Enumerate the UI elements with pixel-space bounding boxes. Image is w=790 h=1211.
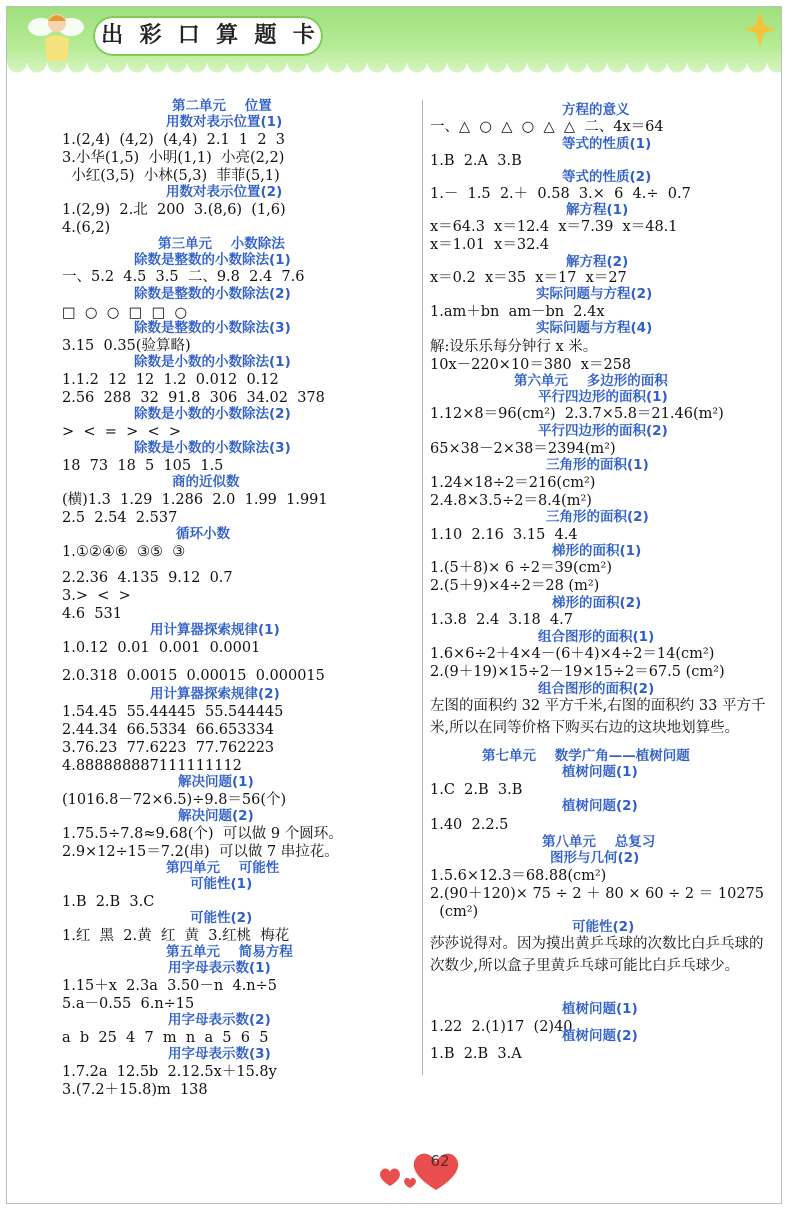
section-heading: 第六单元 多边形的面积: [514, 373, 668, 389]
answer-line: 1.①②④⑥ ③⑤ ③: [62, 544, 186, 560]
section-heading: 三角形的面积(1): [546, 457, 649, 473]
answer-line: > < = > < >: [62, 424, 181, 440]
answer-line: 2.44.34 66.5334 66.653334: [62, 722, 275, 738]
answer-line: 解:设乐乐每分钟行 x 米。: [430, 339, 598, 355]
section-heading: 第五单元 简易方程: [166, 944, 293, 960]
section-heading: 用计算器探索规律(1): [150, 622, 280, 638]
answer-line: 18 73 18 5 105 1.5: [62, 458, 224, 474]
answer-line: 1.15＋x 2.3a 3.50－n 4.n÷5: [62, 978, 277, 994]
answer-line: 1.10 2.16 3.15 4.4: [430, 527, 578, 543]
section-heading: 等式的性质(1): [562, 136, 652, 152]
answer-line: 1.3.8 2.4 3.18 4.7: [430, 612, 573, 628]
answer-line: 1.B 2.B 3.C: [62, 894, 155, 910]
section-heading: 植树问题(2): [562, 1028, 638, 1044]
page-number: 62: [430, 1152, 450, 1170]
section-heading: 除数是小数的小数除法(2): [134, 406, 291, 422]
section-heading: 解方程(2): [566, 254, 629, 270]
answer-line: 1.B 2.A 3.B: [430, 153, 522, 169]
answer-line: 4.888888887111111112: [62, 758, 242, 774]
section-heading: 用计算器探索规律(2): [150, 686, 280, 702]
answer-line: 3.15 0.35(验算略): [62, 338, 191, 354]
answer-line: 1.12×8＝96(cm²) 2.3.7×5.8＝21.46(m²): [430, 406, 724, 422]
section-heading: 除数是整数的小数除法(2): [134, 286, 291, 302]
answer-line: 4.(6,2): [62, 220, 111, 236]
answer-line: a b 25 4 7 m n a 5 6 5: [62, 1030, 269, 1046]
answer-line: 2.0.318 0.0015 0.00015 0.000015: [62, 668, 325, 684]
answer-line: 1.5.6×12.3＝68.88(cm²): [430, 868, 607, 884]
answer-line: 4.6 531: [62, 606, 122, 622]
section-heading: 第八单元 总复习: [542, 834, 656, 850]
header-banner: [7, 7, 781, 79]
answer-line: x＝64.3 x＝12.4 x＝7.39 x＝48.1: [430, 219, 678, 235]
answer-line: 1.40 2.2.5: [430, 817, 509, 833]
answer-line: 1.54.45 55.44445 55.544445: [62, 704, 284, 720]
section-heading: 植树问题(1): [562, 764, 638, 780]
section-heading: 实际问题与方程(4): [536, 320, 653, 336]
section-heading: 用字母表示数(1): [168, 960, 271, 976]
answer-line: 1.－ 1.5 2.＋ 0.58 3.× 6 4.÷ 0.7: [430, 186, 691, 202]
answer-line: □ ○ ○ □ □ ○: [62, 305, 188, 321]
section-heading: 方程的意义: [562, 102, 630, 118]
title-char: 彩: [139, 23, 162, 48]
section-heading: 植树问题(1): [562, 1001, 638, 1017]
answer-line: 65×38－2×38＝2394(m²): [430, 441, 616, 457]
answer-line: x＝1.01 x＝32.4: [430, 237, 550, 253]
section-heading: 平行四边形的面积(2): [538, 423, 668, 439]
section-heading: 除数是小数的小数除法(3): [134, 440, 291, 456]
answer-line: 1.红 黑 2.黄 红 黄 3.红桃 梅花: [62, 928, 290, 944]
answer-line: 1.(5＋8)× 6 ÷2＝39(cm²): [430, 560, 613, 576]
answer-line: 2.56 288 32 91.8 306 34.02 378: [62, 390, 325, 406]
section-heading: 除数是整数的小数除法(3): [134, 320, 291, 336]
answer-line: 3.> < >: [62, 588, 131, 604]
page-title: [93, 16, 323, 56]
answer-line: 1.(2,4) (4,2) (4,4) 2.1 1 2 3: [62, 132, 286, 148]
section-heading: 解决问题(1): [178, 774, 254, 790]
section-heading: 平行四边形的面积(1): [538, 389, 668, 405]
answer-line: x＝0.2 x＝35 x＝17 x＝27: [430, 270, 627, 286]
section-heading: 除数是整数的小数除法(1): [134, 252, 291, 268]
angel-icon: [27, 9, 87, 63]
answer-line: 1.am＋bn am－bn 2.4x: [430, 304, 605, 320]
answer-line: (1016.8－72×6.5)÷9.8＝56(个): [62, 792, 287, 808]
section-heading: 用数对表示位置(1): [166, 114, 283, 130]
answer-line: 10x－220×10＝380 x＝258: [430, 357, 632, 373]
answer-line: 2.9×12÷15＝7.2(串) 可以做 7 串拉花。: [62, 844, 339, 860]
answer-line: 5.a－0.55 6.n÷15: [62, 996, 195, 1012]
section-heading: 商的近似数: [172, 474, 240, 490]
answer-line: 2.(90＋120)× 75 ÷ 2 ＋ 80 × 60 ÷ 2 ＝ 10275: [430, 886, 765, 902]
answer-line: 1.7.2a 12.5b 2.12.5x＋15.8y: [62, 1064, 277, 1080]
answer-line: 1.24×18÷2＝216(cm²): [430, 475, 596, 491]
section-heading: 可能性(1): [190, 876, 253, 892]
answer-line: (横)1.3 1.29 1.286 2.0 1.99 1.991: [62, 492, 328, 508]
section-heading: 图形与几何(2): [550, 850, 640, 866]
answer-line: 2.(5＋9)×4÷2＝28 (m²): [430, 578, 600, 594]
section-heading: 梯形的面积(1): [552, 543, 642, 559]
section-heading: 植树问题(2): [562, 798, 638, 814]
scallop-border: [7, 63, 781, 79]
answer-line: 1.0.12 0.01 0.001 0.0001: [62, 640, 261, 656]
section-heading: 用字母表示数(3): [168, 1046, 271, 1062]
answer-line: 3.(7.2＋15.8)m 138: [62, 1082, 208, 1098]
answer-paragraph: 左图的面积约 32 平方千米,右图的面积约 33 平方千米,所以在同等价格下购买右边的这块地划算些。: [430, 698, 766, 736]
section-heading: 第七单元 数学广角——植树问题: [482, 748, 690, 764]
title-char: 题: [254, 23, 277, 48]
answer-line: 1.C 2.B 3.B: [430, 782, 523, 798]
answer-line: 1.1.2 12 12 1.2 0.012 0.12: [62, 372, 279, 388]
title-char: 卡: [292, 23, 315, 48]
section-heading: 梯形的面积(2): [552, 595, 642, 611]
answer-line: 一、△ ○ △ ○ △ △ 二、4x＝64: [430, 119, 664, 135]
section-heading: 第四单元 可能性: [166, 860, 280, 876]
answer-paragraph: 莎莎说得对。因为摸出黄乒乓球的次数比白乒乓球的次数少,所以盒子里黄乒乓球可能比白乒乓球少。: [430, 936, 764, 974]
section-heading: 循环小数: [176, 526, 230, 542]
column-divider: [422, 100, 423, 1075]
title-char: 口: [177, 23, 200, 48]
section-heading: 用数对表示位置(2): [166, 184, 283, 200]
answer-line: 2.(9＋19)×15÷2－19×15÷2＝67.5 (cm²): [430, 664, 725, 680]
title-char: 算: [216, 23, 239, 48]
answer-line: 2.5 2.54 2.537: [62, 510, 178, 526]
star-icon: [743, 9, 777, 49]
answer-line: 1.B 2.B 3.A: [430, 1046, 522, 1062]
answer-line: 1.75.5÷7.8≈9.68(个) 可以做 9 个圆环。: [62, 826, 343, 842]
section-heading: 解决问题(2): [178, 808, 254, 824]
answer-line: 3.小华(1,5) 小明(1,1) 小亮(2,2): [62, 150, 285, 166]
answer-line: 2.2.36 4.135 9.12 0.7: [62, 570, 233, 586]
section-heading: 第二单元 位置: [172, 98, 272, 114]
answer-line: 1.6×6÷2＋4×4－(6＋4)×4÷2＝14(cm²): [430, 646, 715, 662]
answer-line: 1.(2,9) 2.北 200 3.(8,6) (1,6): [62, 202, 286, 218]
answer-line: 1.22 2.(1)17 (2)40: [430, 1019, 573, 1035]
section-heading: 除数是小数的小数除法(1): [134, 354, 291, 370]
section-heading: 三角形的面积(2): [546, 509, 649, 525]
section-heading: 实际问题与方程(2): [536, 286, 653, 302]
title-char: 出: [101, 23, 124, 48]
section-heading: 组合图形的面积(1): [538, 629, 655, 645]
answer-line: 一、5.2 4.5 3.5 二、9.8 2.4 7.6: [62, 269, 305, 285]
section-heading: 用字母表示数(2): [168, 1012, 271, 1028]
answer-line: (cm²): [430, 904, 479, 920]
answer-line: 2.4.8×3.5÷2＝8.4(m²): [430, 493, 592, 509]
section-heading: 组合图形的面积(2): [538, 681, 655, 697]
section-heading: 第三单元 小数除法: [158, 236, 285, 252]
section-heading: 等式的性质(2): [562, 169, 652, 185]
section-heading: 可能性(2): [572, 919, 635, 935]
answer-line: 3.76.23 77.6223 77.762223: [62, 740, 275, 756]
section-heading: 解方程(1): [566, 202, 629, 218]
section-heading: 可能性(2): [190, 910, 253, 926]
answer-line: 小红(3,5) 小林(5,3) 菲菲(5,1): [62, 168, 280, 184]
